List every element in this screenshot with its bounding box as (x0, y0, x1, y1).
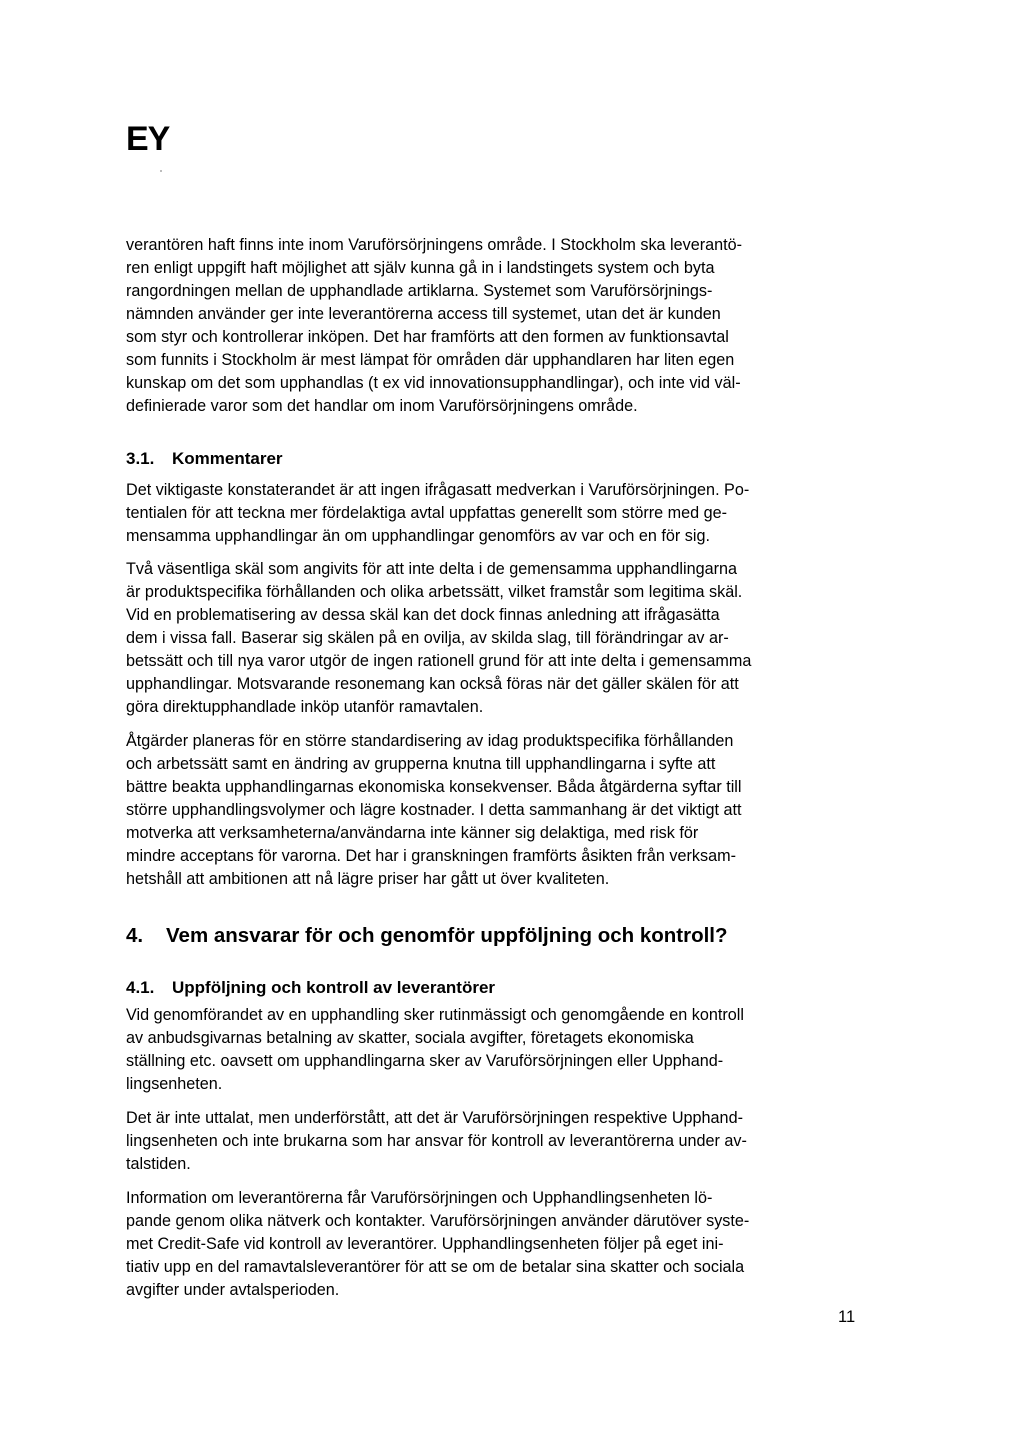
text-line: dem i vissa fall. Baserar sig skälen på en ovilja, av skilda slag, till förändringar av ar- (126, 629, 729, 647)
text-line: hetshåll att ambitionen att nå lägre priser har gått ut över kvaliteten. (126, 870, 610, 888)
section-4-1-paragraph-3 (126, 1187, 856, 1302)
section-4-1-paragraph-2 (126, 1107, 856, 1176)
text-line: Vid genomförandet av en upphandling sker rutinmässigt och genomgående en kontroll (126, 1006, 744, 1024)
section-3-1-paragraph-2 (126, 558, 856, 719)
text-line: och arbetssätt samt en ändring av grupperna knutna till upphandlingarna i syfte att (126, 755, 716, 773)
text-line: Vid en problematisering av dessa skäl kan det dock finnas anledning att ifrågasätta (126, 606, 720, 624)
text-line: Det är inte uttalat, men underförstått, att det är Varuförsörjningen respektive Upphand- (126, 1109, 743, 1127)
section-3-1-title: Kommentarer (172, 449, 283, 468)
text-line: som styr och kontrollerar inköpen. Det har framförts att den formen av funktionsavtal (126, 328, 729, 346)
text-line: betssätt och till nya varor utgör de ingen rationell grund för att inte delta i gemensamma (126, 652, 752, 670)
text-line: motverka att verksamheterna/användarna inte känner sig delaktiga, med risk för (126, 824, 699, 842)
section-4-title: Vem ansvarar för och genomför uppföljning och kontroll? (166, 924, 728, 947)
section-4-1-number: 4.1. (126, 978, 155, 997)
ey-logo: EY (126, 120, 170, 158)
text-line: lingsenheten och inte brukarna som har ansvar för kontroll av leverantörerna under av- (126, 1132, 747, 1150)
section-3-1-paragraph-3 (126, 730, 856, 891)
text-line: Det viktigaste konstaterandet är att ingen ifrågasatt medverkan i Varuförsörjningen. Po- (126, 481, 750, 499)
text-line: verantören haft finns inte inom Varuförsörjningens område. I Stockholm ska leverantö- (126, 236, 743, 254)
scan-speck (160, 170, 162, 172)
text-line: tentialen för att teckna mer fördelaktiga avtal uppfattas generellt som större med ge- (126, 504, 728, 522)
text-line: mindre acceptans för varorna. Det har i granskningen framförts åsikten från verksam- (126, 847, 736, 865)
page-number: 11 (838, 1308, 856, 1326)
text-line: pande genom olika nätverk och kontakter. Varuförsörjningen använder därutöver syste- (126, 1212, 750, 1230)
section-4-1-heading (126, 976, 856, 999)
text-line: större upphandlingsvolymer och lägre kostnader. I detta sammanhang är det viktigt att (126, 801, 742, 819)
text-line: nämnden använder ger inte leverantörerna access till systemet, utan det är kunden (126, 305, 721, 323)
text-line: kunskap om det som upphandlas (t ex vid innovationsupphandlingar), och inte vid väl- (126, 374, 741, 392)
section-3-1-paragraph-1 (126, 479, 856, 548)
text-line: Åtgärder planeras för en större standardisering av idag produktspecifika förhållanden (126, 732, 734, 750)
section-4-1-paragraph-1 (126, 1004, 856, 1096)
section-4-heading (126, 922, 856, 950)
text-line: av anbudsgivarnas betalning av skatter, sociala avgifter, företagets ekonomiska (126, 1029, 694, 1047)
text-line: lingsenheten. (126, 1075, 223, 1093)
text-line: avgifter under avtalsperioden. (126, 1281, 340, 1299)
section-3-1-number: 3.1. (126, 449, 155, 468)
text-line: met Credit-Safe vid kontroll av leverantörer. Upphandlingsenheten följer på eget ini- (126, 1235, 724, 1253)
text-line: är produktspecifika förhållanden och olika arbetssätt, vilket framstår som legitima skäl. (126, 583, 743, 601)
text-line: bättre beakta upphandlingarnas ekonomiska konsekvenser. Båda åtgärderna syftar till (126, 778, 742, 796)
text-line: göra direktupphandlade inköp utanför ramavtalen. (126, 698, 484, 716)
section-4-number: 4. (126, 924, 144, 947)
section-4-1-title: Uppföljning och kontroll av leverantörer (172, 978, 496, 997)
text-line: som funnits i Stockholm är mest lämpat för områden där upphandlaren har liten egen (126, 351, 735, 369)
text-line: definierade varor som det handlar om inom Varuförsörjningens område. (126, 397, 638, 415)
text-line: ställning etc. oavsett om upphandlingarna sker av Varuförsörjningen eller Upphand- (126, 1052, 724, 1070)
text-line: Information om leverantörerna får Varuförsörjningen och Upphandlingsenheten lö- (126, 1189, 713, 1207)
text-line: rangordningen mellan de upphandlade artiklarna. Systemet som Varuförsörjnings- (126, 282, 713, 300)
text-line: tiativ upp en del ramavtalsleverantörer för att se om de betalar sina skatter och sociala (126, 1258, 745, 1276)
text-line: Två väsentliga skäl som angivits för att inte delta i de gemensamma upphandlingarna (126, 560, 737, 578)
intro-paragraph (126, 234, 856, 418)
section-3-1-heading (126, 447, 856, 470)
text-line: ren enligt uppgift haft möjlighet att själv kunna gå in i landstingets system och byta (126, 259, 715, 277)
text-line: upphandlingar. Motsvarande resonemang kan också föras när det gäller skälen för att (126, 675, 739, 693)
text-line: mensamma upphandlingar än om upphandlingar genomförs av var och en för sig. (126, 527, 710, 545)
text-line: talstiden. (126, 1155, 191, 1173)
page-content (126, 234, 856, 1302)
